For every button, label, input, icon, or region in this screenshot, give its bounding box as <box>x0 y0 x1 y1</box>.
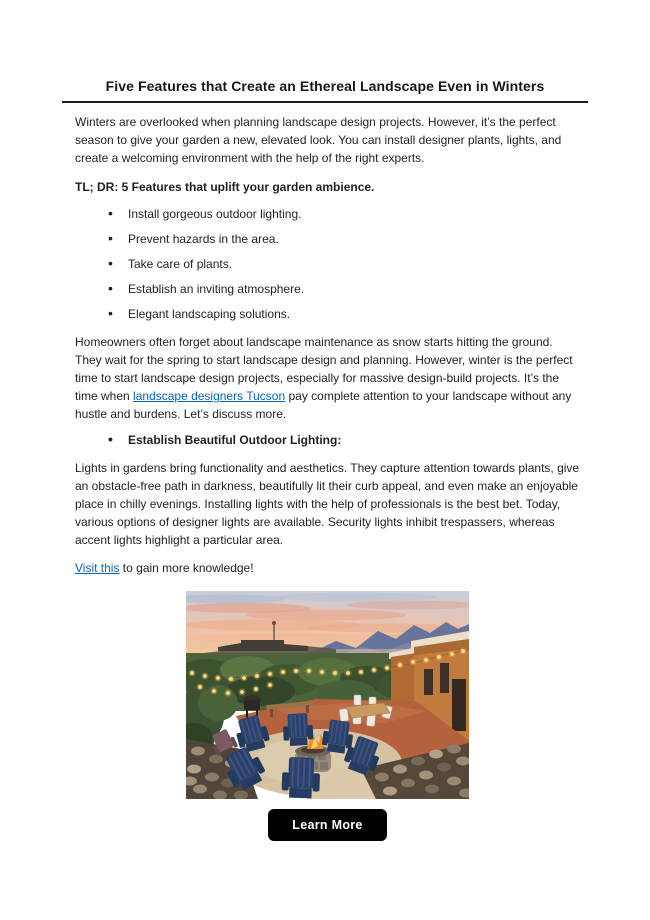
button-row <box>75 809 580 841</box>
visit-line-text: to gain more knowledge! <box>119 561 254 575</box>
learn-more-button[interactable]: Learn More <box>268 809 386 841</box>
intro-paragraph: Winters are overlooked when planning landscape design projects. However, it’s the perfect season to give your garden a new, elevated look. You can install designer plants, lights, and create a welcoming environment with the help of the right experts. <box>75 115 562 165</box>
tldr-heading: TL; DR: 5 Features that uplift your garden ambience. <box>75 180 375 194</box>
paragraph-text: pay complete attention to your landscape without any hustle and burdens. Let’s discuss more. <box>75 389 572 421</box>
list-item: • Elegant landscaping solutions. <box>128 305 580 323</box>
feature-heading-list <box>75 431 580 449</box>
body-paragraph-lights: Lights in gardens bring functionality and aesthetics. They capture attention towards plants, give an obstacle-free path in darkness, beautifully lit their curb appeal, and even make an enjoyable place in chilly evenings. Installing lights with the help of professionals is the best bet. Today, various options of designer lights are available. Security lights inhibit trespassers, whereas accent lights highlight a particular area. <box>75 461 580 547</box>
paragraph-text: Homeowners often forget about landscape maintenance as snow starts hitting the ground. They wait for the spring to start landscape design and planning. However, winter is the perfect time to start landscape design projects, especially for massive design-build projects. It’s the time when <box>75 335 573 403</box>
backyard-patio-illustration <box>186 591 469 799</box>
feature-heading-item: • Establish Beautiful Outdoor Lighting: <box>128 431 580 449</box>
list-item: • Take care of plants. <box>128 255 580 273</box>
backyard-patio-photo <box>186 591 469 799</box>
visit-line <box>75 559 580 577</box>
list-item: • Install gorgeous outdoor lighting. <box>128 205 580 223</box>
visit-this-link[interactable]: Visit this <box>75 561 120 575</box>
list-item: • Prevent hazards in the area. <box>128 230 580 248</box>
body-paragraph-homeowners <box>75 333 580 423</box>
page-title: Five Features that Create an Ethereal Landscape Even in Winters <box>62 78 588 103</box>
list-item: • Establish an inviting atmosphere. <box>128 280 580 298</box>
feature-list <box>75 205 580 323</box>
landscape-designers-tucson-link[interactable]: landscape designers Tucson <box>133 389 286 403</box>
